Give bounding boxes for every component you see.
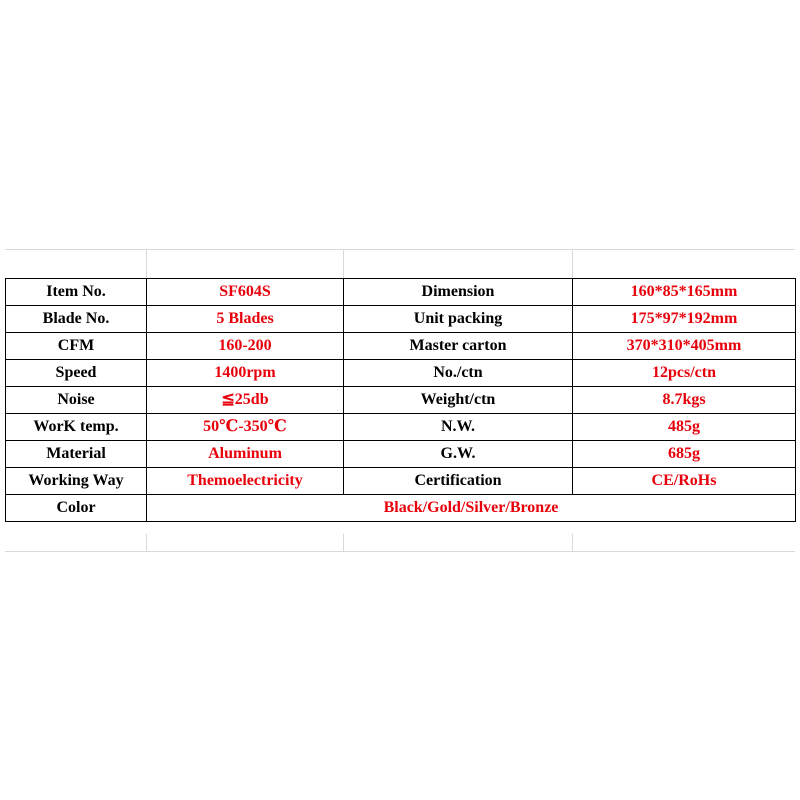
spec-value: CE/RoHs <box>573 468 796 495</box>
sheet-gridline <box>572 249 573 278</box>
table-row <box>6 333 796 360</box>
spec-value: 485g <box>573 414 796 441</box>
spec-label: No./ctn <box>344 360 573 387</box>
table-row <box>6 441 796 468</box>
spec-label: G.W. <box>344 441 573 468</box>
table-row <box>6 387 796 414</box>
sheet-gridline <box>572 534 573 551</box>
spec-label: Dimension <box>344 279 573 306</box>
spec-value: 160*85*165mm <box>573 279 796 306</box>
spec-label: Blade No. <box>6 306 147 333</box>
table-row <box>6 360 796 387</box>
sheet-gridline <box>343 534 344 551</box>
spec-label: WorK temp. <box>6 414 147 441</box>
spec-label: Speed <box>6 360 147 387</box>
sheet-gridline <box>5 249 795 250</box>
table-row <box>6 414 796 441</box>
spec-label: Working Way <box>6 468 147 495</box>
table-row-color <box>6 495 796 522</box>
spec-value: 370*310*405mm <box>573 333 796 360</box>
spec-value: 8.7kgs <box>573 387 796 414</box>
color-value: Black/Gold/Silver/Bronze <box>147 495 796 522</box>
spec-label: Material <box>6 441 147 468</box>
spec-label: CFM <box>6 333 147 360</box>
spec-label: Item No. <box>6 279 147 306</box>
sheet-gridline <box>146 534 147 551</box>
spec-label: Unit packing <box>344 306 573 333</box>
spec-label: Noise <box>6 387 147 414</box>
table-row <box>6 306 796 333</box>
spec-value: Aluminum <box>147 441 344 468</box>
spec-value: 175*97*192mm <box>573 306 796 333</box>
spec-label: Weight/ctn <box>344 387 573 414</box>
spec-value: 685g <box>573 441 796 468</box>
spec-value: 12pcs/ctn <box>573 360 796 387</box>
spec-value: SF604S <box>147 279 344 306</box>
color-label: Color <box>6 495 147 522</box>
spec-value: 5 Blades <box>147 306 344 333</box>
spec-label: N.W. <box>344 414 573 441</box>
spec-label: Certification <box>344 468 573 495</box>
spec-value: 50℃-350℃ <box>147 414 344 441</box>
spec-label: Master carton <box>344 333 573 360</box>
table-row <box>6 279 796 306</box>
spec-table <box>5 278 796 522</box>
spec-value: ≦25db <box>147 387 344 414</box>
table-row <box>6 468 796 495</box>
sheet-gridline <box>5 551 795 552</box>
spec-value: 1400rpm <box>147 360 344 387</box>
spec-value: 160-200 <box>147 333 344 360</box>
sheet-gridline <box>343 249 344 278</box>
spec-value: Themoelectricity <box>147 468 344 495</box>
sheet-gridline <box>146 249 147 278</box>
